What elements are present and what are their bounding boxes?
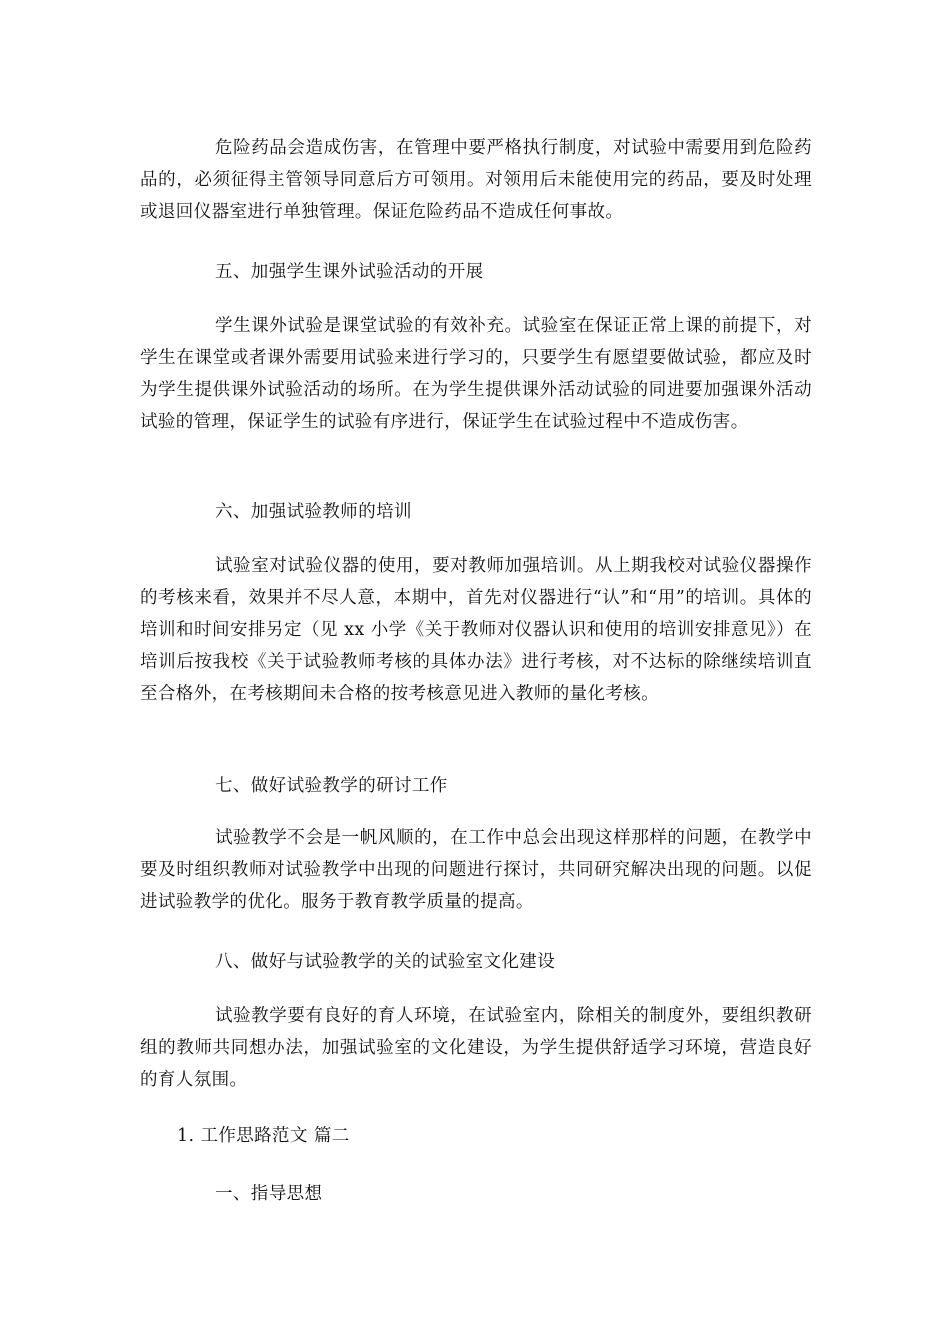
paragraph-teaching-research: 试验教学不会是一帆风顺的，在工作中总会出现这样那样的问题，在教学中要及时组织教师对试验教学中出现的问题进行探讨，共同研究解决出现的问题。以促进试验教学的优化。服务于教育教学质量的提高。	[140, 828, 812, 912]
heading-section-6: 六、加强试验教师的培训	[215, 502, 412, 522]
section-title-part-two: 1. 工作思路范文 篇二	[177, 1126, 350, 1146]
paragraph-teacher-training: 试验室对试验仪器的使用，要对教师加强培训。从上期我校对试验仪器操作的考核来看，效果并不尽人意，本期中，首先对仪器进行“认”和“用”的培训。具体的培训和时间安排另定（见 xx 小学《关于教师对仪器认识和使用的培训安排意见》）在培训后按我校《关于试验教师考核的具体办法》进行考核，对不达标的除继续培训直至合格外，在考核期间未合格的按考核意见进入教师的量化考核。	[140, 556, 812, 704]
paragraph-dangerous-chemicals: 危险药品会造成伤害，在管理中要严格执行制度，对试验中需要用到危险药品的，必须征得主管领导同意后方可领用。对领用后未能使用完的药品，要及时处理或退回仪器室进行单独管理。保证危险药品不造成任何事故。	[140, 138, 812, 222]
heading-section-8: 八、做好与试验教学的关的试验室文化建设	[215, 952, 556, 972]
paragraph-extracurricular-experiments: 学生课外试验是课堂试验的有效补充。试验室在保证正常上课的前提下，对学生在课堂或者课外需要用试验来进行学习的，只要学生有愿望要做试验，都应及时为学生提供课外试验活动的场所。在为学生提供课外活动试验的同进要加强课外活动试验的管理，保证学生的试验有序进行，保证学生在试验过程中不造成伤害。	[140, 316, 812, 432]
heading-guiding-ideology: 一、指导思想	[215, 1184, 323, 1204]
heading-section-7: 七、做好试验教学的研讨工作	[215, 776, 448, 796]
paragraph-lab-culture: 试验教学要有良好的育人环境，在试验室内，除相关的制度外，要组织教研组的教师共同想办法，加强试验室的文化建设，为学生提供舒适学习环境，营造良好的育人氛围。	[140, 1006, 812, 1090]
heading-section-5: 五、加强学生课外试验活动的开展	[215, 262, 484, 282]
